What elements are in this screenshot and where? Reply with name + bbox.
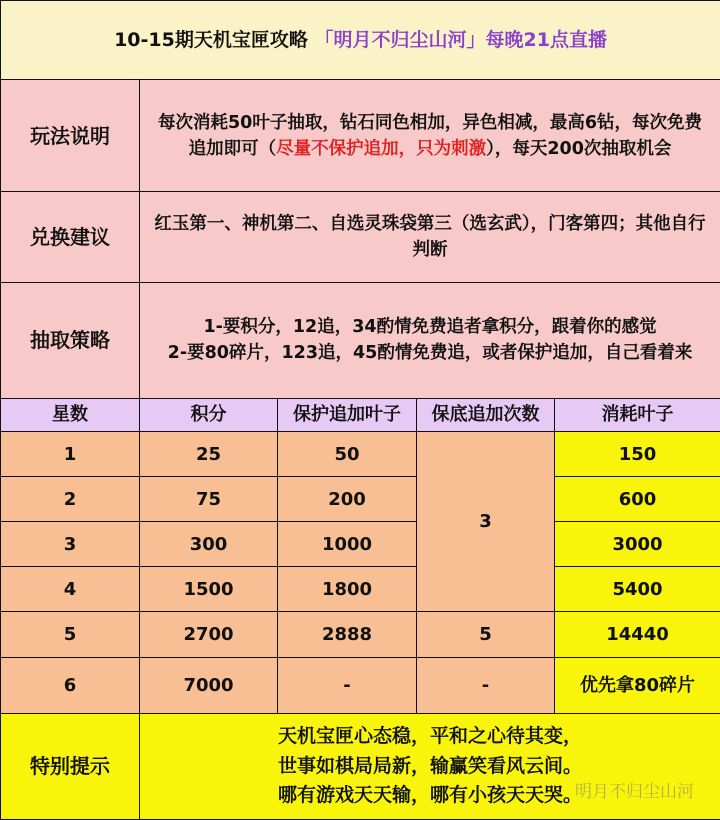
cell-points: 7000 [140, 657, 278, 713]
tip-label: 特别提示 [1, 713, 140, 819]
cell-cost: 14440 [555, 612, 720, 657]
watermark: 明月不归尘山河 [575, 782, 694, 802]
cell-star: 5 [1, 612, 140, 657]
header-guarantee: 保底追加次数 [417, 398, 555, 431]
cell-star: 4 [1, 567, 140, 612]
cell-star: 3 [1, 522, 140, 567]
cell-star: 2 [1, 477, 140, 522]
table-row [1, 567, 720, 612]
cell-points: 75 [140, 477, 278, 522]
cell-cost: 150 [555, 432, 720, 477]
cell-guarantee: 3 [417, 432, 555, 612]
tip-line-1: 天机宝匣心态稳，平和之心待其变， [278, 725, 583, 748]
cell-cost: 5400 [555, 567, 720, 612]
strategy-line-1: 1-要积分，12追，34酌情免费追者拿积分，跟着你的感觉 [203, 317, 657, 338]
cell-cost: 600 [555, 477, 720, 522]
cell-cost: 3000 [555, 522, 720, 567]
cell-protect: 1000 [278, 522, 417, 567]
cell-guarantee: 5 [417, 612, 555, 657]
table-row [1, 477, 720, 522]
header-cost: 消耗叶子 [555, 398, 720, 431]
title-highlight: 「明月不归尘山河」 [314, 28, 486, 51]
rules-text [140, 80, 720, 192]
strategy-label: 抽取策略 [1, 282, 140, 398]
cell-points: 2700 [140, 612, 278, 657]
title-suffix: 每晚21点直播 [485, 28, 607, 51]
page-title [1, 1, 720, 80]
rules-text-b: ），每天200次抽取机会 [486, 138, 672, 159]
cell-cost: 优先拿80碎片 [555, 657, 720, 713]
header-protect: 保护追加叶子 [278, 398, 417, 431]
cell-points: 300 [140, 522, 278, 567]
cell-protect: 200 [278, 477, 417, 522]
strategy-line-2: 2-要80碎片，123追，45酌情免费追，或者保护追加，自己看着来 [167, 343, 693, 364]
rules-text-red: 尽量不保护追加，只为刺激 [276, 138, 487, 159]
strategy-text [140, 282, 720, 398]
cell-protect: 1800 [278, 567, 417, 612]
cell-points: 1500 [140, 567, 278, 612]
strategy-row [1, 282, 720, 398]
table-header-row [1, 398, 720, 431]
table-row [1, 432, 720, 477]
tip-text [140, 713, 720, 819]
table-row [1, 612, 720, 657]
cell-guarantee: - [417, 657, 555, 713]
rules-row [1, 80, 720, 192]
cell-points: 25 [140, 432, 278, 477]
header-points: 积分 [140, 398, 278, 431]
cell-star: 6 [1, 657, 140, 713]
exchange-label: 兑换建议 [1, 192, 140, 282]
title-prefix: 10-15期天机宝匣攻略 [114, 28, 308, 51]
cell-protect: 2888 [278, 612, 417, 657]
header-star: 星数 [1, 398, 140, 431]
cell-protect: - [278, 657, 417, 713]
tip-row [1, 713, 720, 819]
tip-line-3: 哪有游戏天天输，哪有小孩天天哭。 [278, 784, 583, 807]
tip-line-2: 世事如棋局局新，输赢笑看风云间。 [278, 754, 583, 777]
title-row [1, 1, 720, 80]
cell-star: 1 [1, 432, 140, 477]
rules-text-a: 每次消耗50叶子抽取，钻石同色相加，异色相减，最高6钻，每次免费追加即可（ [158, 112, 703, 159]
table-row [1, 522, 720, 567]
table-row [1, 657, 720, 713]
rules-label: 玩法说明 [1, 80, 140, 192]
cell-protect: 50 [278, 432, 417, 477]
exchange-text: 红玉第一、神机第二、自选灵珠袋第三（选玄武），门客第四；其他自行判断 [140, 192, 720, 282]
exchange-row [1, 192, 720, 282]
